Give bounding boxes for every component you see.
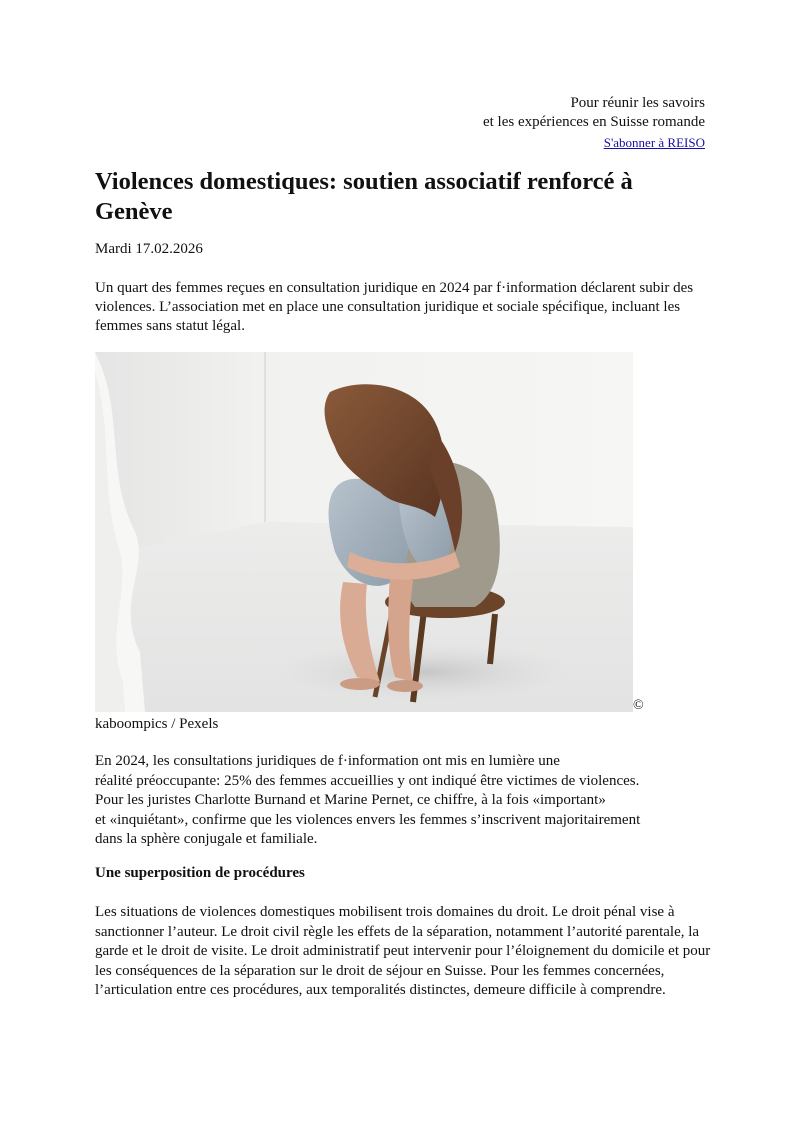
paragraph-1-line-5: dans la sphère conjugale et familiale. [95,831,318,847]
paragraph-1-line-1: En 2024, les consultations juridiques de f·information ont mis en lumière une [95,753,560,769]
photo-copyright-symbol: © [633,698,644,713]
photo-credit: kaboompics / Pexels [95,716,219,732]
article-title: Violences domestiques: soutien associatif renforcé à Genève [95,168,633,225]
article-subheading: Une superposition de procédures [95,865,305,881]
paragraph-1-line-2: réalité préoccupante: 25% des femmes accueillies y ont indiqué être victimes de violences. [95,772,640,789]
article-lead: Un quart des femmes reçues en consultation juridique en 2024 par f·information déclarent subir des violences. L’association met en place une consultation juridique et sociale spécifique, incluant les femmes sans statut légal. [95,280,694,334]
paragraph-1-line-3: Pour les juristes Charlotte Burnand et Marine Pernet, ce chiffre, à la fois «important» [95,792,606,808]
tagline-line-1: Pour réunir les savoirs [570,95,705,111]
site-tagline [483,94,705,153]
article-photo [95,352,633,712]
article-date: Mardi 17.02.2026 [95,241,203,257]
paragraph-1-line-4: et «inquiétant», confirme que les violences envers les femmes s’inscrivent majoritairement [95,811,641,828]
article-paragraph-2: Les situations de violences domestiques mobilisent trois domaines du droit. Le droit pénal vise à sanctionner l’auteur. Le droit civil règle les effets de la séparation, notamment l’autorité parentale, la garde et le droit de visite. Le droit administratif peut intervenir pour l’éloignement du domicile et pour les conséquences de la séparation sur le droit de séjour en Suisse. Pour les femmes concernées, l’articulation entre ces procédures, aux temporalités distinctes, demeure difficile à comprendre. [95,904,711,998]
photo-illustration [95,352,633,712]
subscribe-link[interactable]: S'abonner à REISO [603,135,705,150]
tagline-line-2: et les expériences en Suisse romande [482,114,705,130]
article-paragraph-1 [95,752,715,850]
